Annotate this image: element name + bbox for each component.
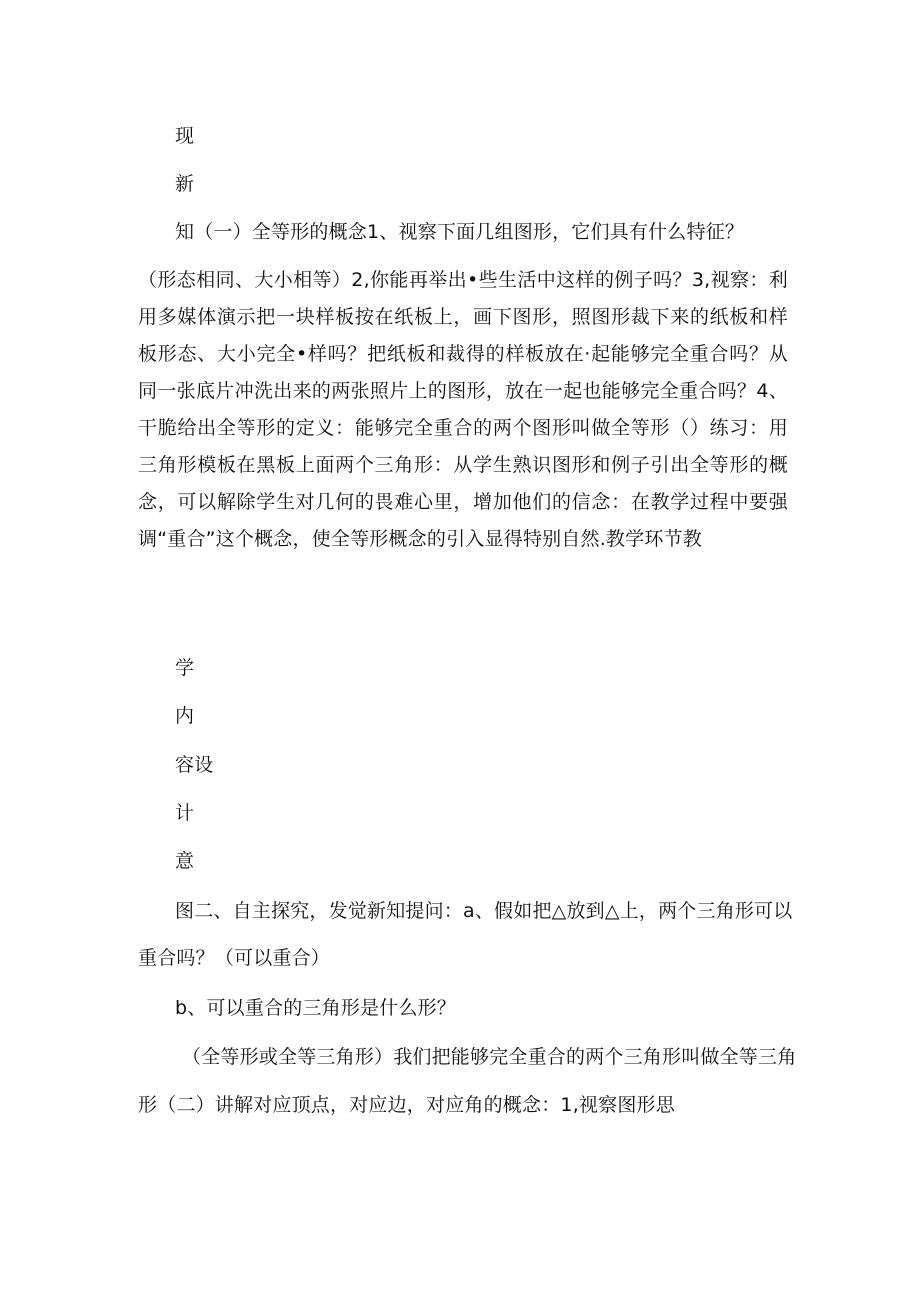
label-ji: 计 [175,802,195,824]
paragraph-4-line-1: （全等形或全等三角形）我们把能够完全重合的两个三角形叫做全等三角 [182,1046,797,1068]
label-xue: 学 [175,657,195,679]
paragraph-4-line-2: 形（二）讲解对应顶点，对应边，对应角的概念：1,视察图形思 [138,1094,675,1116]
label-xian: 现 [175,125,195,147]
label-yi: 意 [175,850,195,872]
label-nei: 内 [175,705,195,727]
paragraph-3: b、可以重合的三角形是什么形？ [175,997,457,1019]
label-rongshe: 容设 [175,754,214,776]
paragraph-1-body: （形态相同、大小相等）2,你能再举出•些生活中这样的例子吗？3,视察：利用多媒体演示把一块样板按在纸板上，画下图形，照图形裁下来的纸板和样板形态、大小完全•样吗？把纸板和裁得的样板放在·起能够完全重合吗？从同一张底片冲洗出来的两张照片上的图形，放在一起也能够完全重合吗？4、干脆给出全等形的定义：能够完全重合的两个图形叫做全等形（）练习：用三角形模板在黑板上面两个三角形：从学生熟识图形和例子引出全等形的概念，可以解除学生对几何的畏难心里，增加他们的信念：在教学过程中要强调“重合”这个概念，使全等形概念的引入显得特别自然.教学环节教 [138,269,788,550]
paragraph-2-line-2: 重合吗？（可以重合） [138,947,331,969]
paragraph-2-line-1: 图二、自主探究，发觉新知提问：a、假如把△放到△上，两个三角形可以 [175,900,793,922]
paragraph-1-first-line: 知（一）全等形的概念1、视察下面几组图形，它们具有什么特征？ [175,221,745,243]
label-xin: 新 [175,173,195,195]
